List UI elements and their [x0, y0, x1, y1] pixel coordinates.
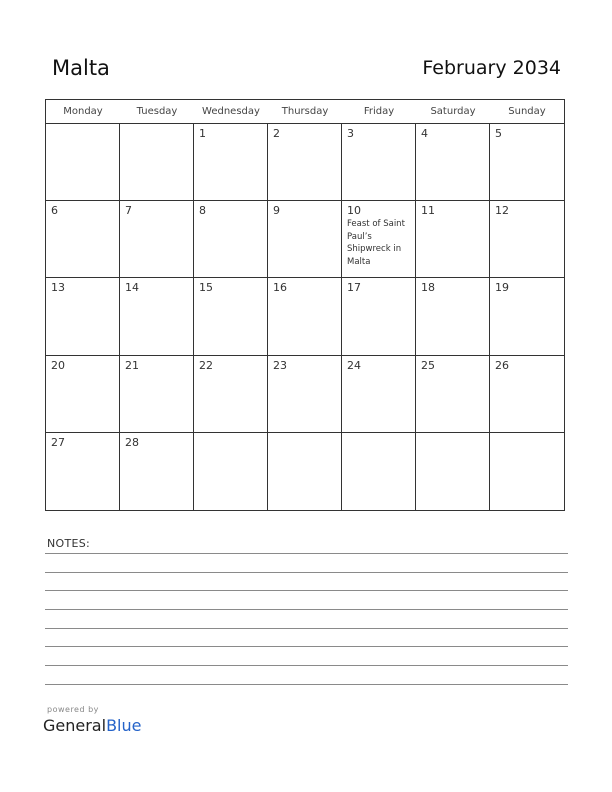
day-number: 17	[347, 281, 361, 295]
notes-line	[45, 590, 568, 591]
weekday-header-thursday: Thursday	[281, 106, 329, 117]
day-number: 12	[495, 204, 509, 218]
weekday-header-tuesday: Tuesday	[136, 106, 178, 117]
day-cell-27	[46, 433, 120, 510]
day-cell-9	[268, 201, 342, 278]
day-number: 10	[347, 204, 361, 218]
day-number: 4	[421, 127, 428, 140]
day-cell-20	[46, 356, 120, 433]
day-cell-25	[416, 356, 490, 433]
day-number: 2	[273, 127, 280, 140]
day-cell-18	[416, 278, 490, 355]
day-number: 5	[495, 127, 502, 140]
day-cell-14	[120, 278, 194, 355]
day-number: 8	[199, 204, 206, 218]
day-cell-16	[268, 278, 342, 355]
day-cell-4	[416, 124, 490, 201]
notes-lines	[45, 553, 568, 703]
weekday-header-row	[46, 100, 564, 124]
day-number: 6	[51, 204, 58, 218]
notes-line	[45, 684, 568, 685]
day-number: 11	[421, 204, 435, 218]
day-number: 7	[125, 204, 132, 218]
day-cell-15	[194, 278, 268, 355]
day-number: 26	[495, 358, 509, 372]
day-number: 27	[51, 435, 65, 449]
day-number: 13	[51, 281, 65, 295]
empty-day-cell	[490, 433, 564, 510]
notes-line	[45, 628, 568, 629]
weekday-header-friday: Friday	[363, 106, 395, 117]
day-cell-21	[120, 356, 194, 433]
day-number: 3	[347, 127, 354, 140]
day-cell-3	[342, 124, 416, 201]
day-cell-5	[490, 124, 564, 201]
holiday-event: Feast of Saint Paul’s Shipwreck in Malta	[347, 219, 405, 267]
notes-line	[45, 609, 568, 610]
notes-line	[45, 572, 568, 573]
day-number: 15	[199, 281, 213, 295]
day-cell-1	[194, 124, 268, 201]
country-title: Malta	[52, 56, 110, 80]
empty-day-cell	[416, 433, 490, 510]
weekday-header-sunday: Sunday	[508, 106, 546, 117]
brand-part-general: General	[43, 716, 107, 735]
empty-day-cell	[268, 433, 342, 510]
day-cell-17	[342, 278, 416, 355]
notes-line	[45, 553, 568, 554]
calendar-weeks	[46, 124, 564, 510]
empty-day-cell	[194, 433, 268, 510]
day-cell-6	[46, 201, 120, 278]
day-number: 19	[495, 281, 509, 295]
day-number: 9	[273, 204, 280, 218]
day-number: 20	[51, 358, 65, 372]
notes-line	[45, 646, 568, 647]
day-number: 25	[421, 358, 435, 372]
weekday-header-wednesday: Wednesday	[202, 106, 260, 117]
day-number: 16	[273, 281, 287, 295]
day-number: 28	[125, 435, 139, 449]
day-number: 21	[125, 358, 139, 372]
empty-day-cell	[46, 124, 120, 201]
day-cell-11	[416, 201, 490, 278]
weekday-header-monday: Monday	[63, 106, 103, 117]
day-cell-2	[268, 124, 342, 201]
day-cell-13	[46, 278, 120, 355]
powered-by-text: powered by	[47, 705, 99, 714]
empty-day-cell	[120, 124, 194, 201]
day-cell-23	[268, 356, 342, 433]
notes-label: NOTES:	[47, 537, 91, 550]
day-number: 18	[421, 281, 435, 295]
day-number: 22	[199, 358, 213, 372]
day-number: 1	[199, 127, 206, 140]
empty-day-cell	[342, 433, 416, 510]
notes-line	[45, 665, 568, 666]
day-number: 24	[347, 358, 361, 372]
day-cell-8	[194, 201, 268, 278]
day-cell-12	[490, 201, 564, 278]
brand-logo[interactable]	[43, 716, 141, 735]
day-cell-10	[342, 201, 416, 278]
day-cell-19	[490, 278, 564, 355]
day-cell-7	[120, 201, 194, 278]
day-number: 14	[125, 281, 139, 295]
day-cell-24	[342, 356, 416, 433]
weekday-header-saturday: Saturday	[430, 106, 476, 117]
day-cell-26	[490, 356, 564, 433]
day-cell-22	[194, 356, 268, 433]
calendar-grid	[45, 99, 565, 511]
month-year-title: February 2034	[422, 57, 561, 79]
brand-part-blue: Blue	[106, 716, 142, 735]
day-cell-28	[120, 433, 194, 510]
day-number: 23	[273, 358, 287, 372]
